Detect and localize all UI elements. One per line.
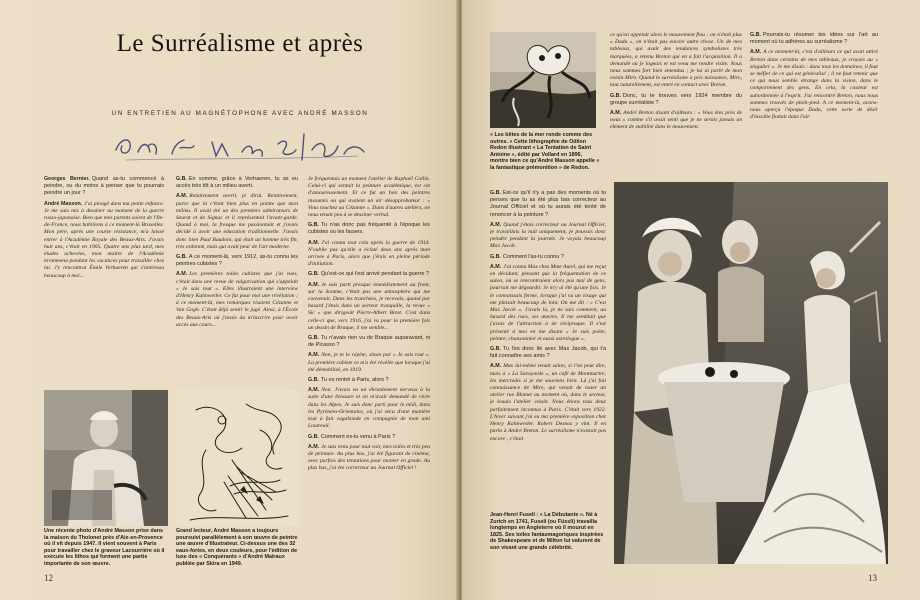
text-column-6 — [490, 190, 606, 508]
signature-image — [108, 124, 378, 166]
speaker-label: G.B. — [176, 176, 187, 182]
speaker-label: A.M. — [750, 49, 762, 56]
answer-text: J'ai plongé dans ma petite enfance. Je me suis mis à dessiner au moment de la guerre russo-japonaise. Bien que mes parents soient de l'Ile-de-France, nous habitions à ce moment-là Bruxelles. Mon père, après une courte résistance, m'a laissé entrer à l'Académie Royale des Beaux-Arts. J'avais huit ans, c'était en 1905. Quatre ans plus tard, mes études achevées, mon maître de l'Académie m'emmena pendant les vacances pour travailler chez lui. J'y rencontrai Émile Verhaeren qui s'intéressa beaucoup à moi... — [44, 200, 164, 279]
speaker-label: G.B. — [610, 92, 621, 99]
question-text: Tu n'avais rien vu de Braque auparavant, ni de Picasso ? — [308, 335, 430, 349]
redon-lithograph — [490, 32, 596, 128]
fuseli-painting — [614, 182, 888, 564]
page-number-left: 12 — [44, 573, 53, 583]
speaker-label: G.B. — [308, 271, 319, 278]
speaker-label: G.B. — [308, 377, 319, 384]
text-column-4 — [610, 32, 742, 172]
speaker-label: Georges Bernier. — [44, 176, 90, 182]
question-text: Tu n'as donc pas fréquenté à l'époque les cubistes ou les fauves. — [308, 222, 430, 236]
article-title: Le Surréalisme et après — [116, 30, 364, 57]
question-text: Tu l'es donc lié avec Max Jacob, qui t'a fait connaître ses amis ? — [490, 346, 606, 360]
speaker-label: A.M. — [308, 281, 320, 288]
answer-text: A ce moment-là, c'est d'ailleurs ce qui avait attiré Breton dans certains de mes tableaux, je croyais au « singulier ». Je me disais : dans tous les domaines, il faut se méfier de ce qui est généralisé ; il ne faut retenir que ce qui nous semble étrange dans la vision, dans le comportement des gens. En cela, la couleur est subordonnée à l'esprit. J'ai rencontré Breton, nous nous sommes trouvés de plain-pied. A ce moment-là, avons-nous aperçu l'époque Dada, cette sorte de désir d'insolite flottait dans l'air. — [750, 49, 878, 121]
question-text: Donc, tu te trouves vers 1924 membre du groupe surréaliste ? — [610, 92, 742, 106]
conquerants-etching — [176, 390, 300, 526]
answer-text: Non. J'avais eu un ébranlement nerveux à la suite d'une blessure et on m'avait demandé de vivre dans les Alpes. Je suis donc parti pour le midi, dans les Pyrénées-Orientales, où j'ai vécu d'une manière tout à fait vagabonde en compagnie de mon ami Loutreuil. — [308, 387, 430, 430]
speaker-label: A.M. — [490, 221, 502, 228]
speaker-label: A.M. — [490, 363, 502, 370]
right-page — [462, 0, 920, 600]
speaker-label: A.M. — [490, 263, 502, 270]
speaker-label: G.B. — [308, 433, 319, 440]
question-text: Qu'est-ce qui t'est arrivé pendant la guerre ? — [320, 271, 430, 278]
text-column-5 — [750, 32, 878, 172]
question-text: Quand as-tu commencé à peindre, ou du moins à penser que tu pourrais peindre un jour ? — [44, 176, 164, 197]
speaker-label: G.B. — [308, 335, 319, 342]
speaker-label: G.B. — [490, 346, 501, 353]
speaker-label: G.B. — [490, 253, 501, 260]
article-subtitle: UN ENTRETIEN AU MAGNÉTOPHONE AVEC ANDRÉ MASSON — [111, 110, 369, 117]
speaker-label: A.M. — [176, 271, 188, 278]
masson-photo — [44, 390, 168, 526]
answer-text: Quand j'étais correcteur au Journal Officiel, je travaillais la nuit uniquement, je pouvais donc peindre pendant la journée. Je voyais beaucoup Max Jacob. — [490, 221, 606, 250]
speaker-label: A.M. — [308, 239, 320, 246]
photo-caption-masson: Une récente photo d'André Masson prise dans la maison du Tholonet près d'Aix-en-Provence où il vit depuis 1947. Il vient souvent à Paris pour travailler chez le graveur Lacourrière où il exécute les lithos qui forment une partie importante de son œuvre. — [44, 528, 165, 567]
text-column-1 — [44, 176, 164, 384]
speaker-label: G.B. — [308, 222, 319, 229]
question-text: En somme, grâce à Verhaeren, tu as eu accès très tôt à un milieu averti. — [176, 176, 298, 190]
answer-text: ce qu'on appelait alors le mouvement flou : on n'était plus « Dada », on n'était pas encore autre chose. Un de mes tableaux, qui avait des tendances symbolistes très marquées, a retenu Breton qui en a fait l'acquisition. Il a demandé où je logeais et est venu me rendre visite. Nous nous sommes fort bien entendus ; je lui ai parlé de mon voisin Miro. Quand le surréalisme a pris naissance, Miro, tout naturellement, est entré en contact avec Breton. — [610, 32, 742, 89]
page-number-right: 13 — [868, 573, 877, 583]
answer-text: Non, je te le répète, sinon par « Je sais tout ». La première cubiste ce m'a été révélée que lorsque j'ai été démobilisé, en 1919. — [308, 352, 430, 373]
answer-text: André Breton disant d'ailleurs : « Vous êtes près de nous » comme s'il avait senti que je ne serais jamais un élément de stabilité dans le mouvement. — [610, 110, 742, 131]
text-column-3 — [308, 176, 430, 562]
speaker-label: G.B. — [176, 254, 187, 261]
speaker-label: A.M. — [308, 443, 320, 450]
speaker-label: G.B. — [490, 190, 501, 196]
question-text: Tu es rentré à Paris, alors ? — [320, 377, 389, 384]
photo-caption-fuseli: Jean-Henri Fuseli : « La Débutante ». Né à Zurich en 1741, Fuseli (ou Füssli) travailla longtemps en Angleterre où il mourut en 1825. Ses toiles fantasmagoriques inspirées de Shakespeare et de Milton lui valurent de son vivant une grande célébrité. — [490, 512, 604, 551]
left-page — [0, 0, 458, 600]
photo-caption-etching: Grand lecteur, André Masson a toujours poursuivi parallèlement à son œuvre de peintre une œuvre d'illustrateur. Ci-dessus une des 32 eaux-fortes, en deux couleurs, pour l'édition de luxe des « Conquérants » d'André Malraux publiée par Skira en 1949. — [176, 528, 298, 567]
speaker-label: A.M. — [308, 352, 320, 359]
answer-text: J'ai connu Max chez Mme Aurel, qui me reçut en décidant, pensant que la fréquentation de ce salon, où se rencontraient alors pas mal de gens, pourrait me dégourdir. Je m'y ai été qu'une fois. Je le connaissais ferme, lorsque j'ai vu un visage qui me plaisait beaucoup de loin. On me dit : « C'est Max Jacob ». J'avais lu, je ne sais comment, au hasard des rues, ses œuvres. Il me semblait que j'avais de l'attraction à de réciproque. Il s'est présenté à moi en me disant « Je suis poète, peintre, chansonnier et aussi astrologue ». — [490, 263, 606, 342]
answer-text: Relativement averti, je dirai. Relativement, parce que là c'était bien plus en pointe que mon milieu. Il avait été un des premiers admirateurs de Seurat et de Signac et il représentait l'avant-garde. Quand à moi, la fresque me passionnait et j'avais décidé à avoir une éducation traditionnelle. J'avais donc bien Paul Baudoin, qui était un homme très fin, très ordonné, mais qui avait peur de l'art moderne. — [176, 193, 298, 250]
speaker-label: A.M. — [610, 110, 622, 117]
answer-text: Je suis venu pour tout voir, mes toiles et très peu de peinture. Au plus bas, j'ai été figurant de cinéma, avec parfois des tentations pour monter en grade. Au plus bas, j'ai été correcteur au Journal Officiel ! — [308, 443, 430, 472]
speaker-label: A.M. — [176, 193, 188, 200]
speaker-label: G.B. — [750, 32, 761, 38]
question-text: Pourrais-tu résumer tes idées sur l'art au moment où tu adhères au surréalisme ? — [750, 32, 878, 46]
photo-caption-redon: « Les bêtes de la mer ronde comme des outres. » Cette lithographie de Odilon Redon illustrant « La Tentation de Saint Antoine », édité par Vollard en 1896, montre bien ce qu'André Masson appelle « la fantastique prémonition » de Redon. — [490, 132, 600, 171]
text-column-2 — [176, 176, 298, 386]
answer-text: Je fréquentais un moment l'atelier de Raphaël Collin. Celui-ci qui sentait la peinture académique, est cet d'amoureusement. Et ce fut un bon des peintres insoumis ou qui avaient un air désapprobateur : « Vous touchez au Cézanne ». Dans d'autres ateliers, on nous tenait peu à se dessiner verbal. — [308, 176, 430, 219]
question-text: A ce moment-là, vers 1912, as-tu connu les peintres cubistes ? — [176, 254, 298, 268]
answer-text: J'ai connu tout cela après la guerre de 1914. N'oublie pas qu'elle a éclaté deux ans après mon arrivée à Paris, alors que j'étais en pleine période d'initiation. — [308, 239, 430, 268]
speaker-label: A.M. — [308, 387, 320, 394]
answer-text: Max lui-même tenait salon, si l'on peut dire, mais à « La Savoyarde », un café de Montmartre, les mercredis si je me souviens bien. Là j'ai fait connaissance de Miro, qui venait de louer un atelier rue Blomet au moment où, dans le secteur, je louais l'atelier voisin. Nous étions tous deux parfaitement inconnus à Paris. C'était vers 1922. L'hiver suivant j'ai eu ma première exposition chez Henry Kahnweiler. Robert Desnos y vint. Il en parla à André Breton. Le surréalisme n'existait pas encore ; c'était — [490, 363, 606, 442]
question-text: Est-ce qu'il n'y a pas des moments où tu penses que tu as été plus bas correcteur au Journal Officiel et où tu aurais été tenté de renoncer à la peinture ? — [490, 190, 606, 218]
answer-text: Je suis parti presque immédiatement au front, sur la Somme, c'était pas une atmosphère qui me convenait. Dans les tranchées, je recevais, quand par hasard j'étais dans un secteur tranquille, la revue « Sic » que dirigeait Pierre-Albert Birot. C'est dans celle-ci que, vers 1916, j'ai vu pour la première fois un dessin de Braque, il me semble... — [308, 281, 430, 331]
speaker-label: André Masson. — [44, 200, 83, 207]
question-text: Comment es-tu venu à Paris ? — [320, 433, 396, 440]
question-text: Comment l'as-tu connu ? — [502, 253, 564, 260]
answer-text: Les premières toiles cubistes que j'ai vues, c'était dans une revue de vulgarisation qui s'appelait « Je sais tout ». Elles illustraient une interview d'Henry Kahnweiler. Ce fut pour moi une révélation ; à ce moment-là, mes remarques visaient Cézanne et Van Gogh. C'était déjà sentir le jugé. Ainsi, à l'École des Beaux-Arts où j'avais du m'inscrire pour avoir accès aux cours... — [176, 271, 298, 328]
